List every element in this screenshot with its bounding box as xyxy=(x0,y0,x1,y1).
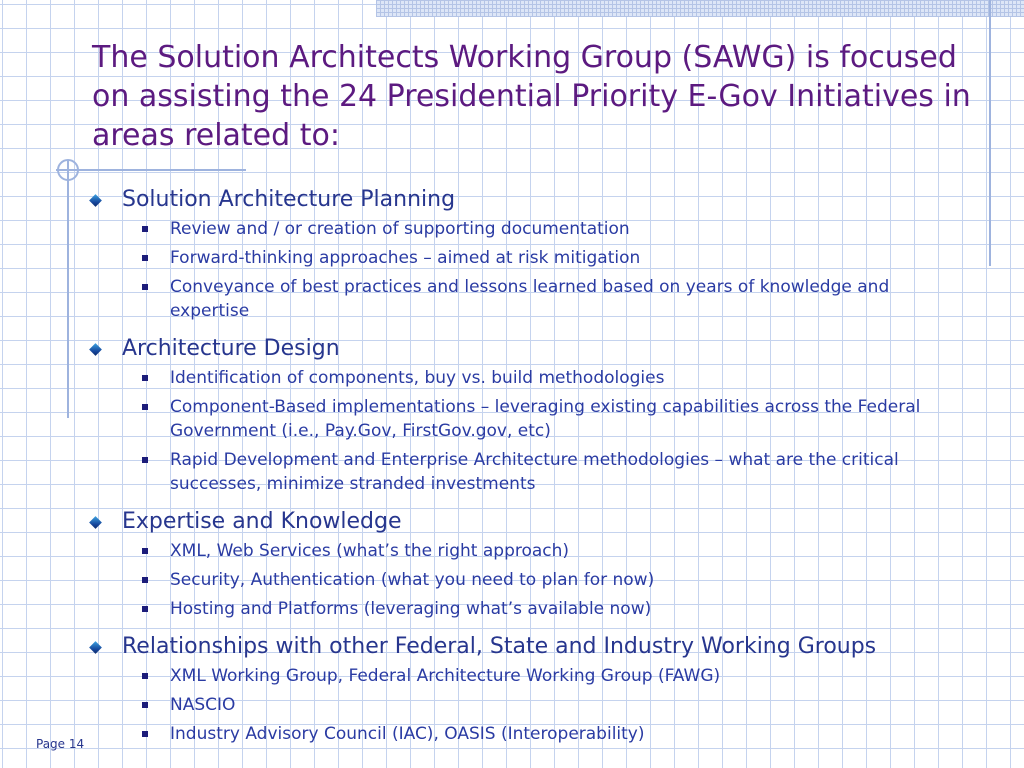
section-heading-row xyxy=(86,630,986,664)
list-item-text: Component-Based implementations – leveraging existing capabilities across the Federal Government (i.e., Pay.Gov, FirstGov.gov, etc) xyxy=(170,397,921,441)
section-architecture-design xyxy=(86,332,986,496)
diamond-bullet-icon xyxy=(89,194,102,207)
sub-list xyxy=(86,217,986,323)
list-item xyxy=(86,217,986,241)
list-item-text: Industry Advisory Council (IAC), OASIS (Interoperability) xyxy=(170,724,645,744)
list-item xyxy=(86,568,986,592)
list-item-text: Forward-thinking approaches – aimed at risk mitigation xyxy=(170,248,641,268)
diamond-bullet-icon xyxy=(89,343,102,356)
section-expertise-and-knowledge xyxy=(86,505,986,621)
list-item-text: Conveyance of best practices and lessons learned based on years of knowledge and expertise xyxy=(170,277,890,321)
square-bullet-icon xyxy=(142,577,148,583)
section-solution-architecture-planning xyxy=(86,183,986,323)
list-item-text: XML Working Group, Federal Architecture Working Group (FAWG) xyxy=(170,666,721,686)
list-item xyxy=(86,664,986,688)
slide-content xyxy=(86,183,986,755)
slide-title: The Solution Architects Working Group (SAWG) is focused on assisting the 24 Presidential Priority E-Gov Initiatives in areas related to: xyxy=(92,40,971,153)
list-item xyxy=(86,597,986,621)
list-item-text: Rapid Development and Enterprise Architecture methodologies – what are the critical successes, minimize stranded investments xyxy=(170,450,899,494)
list-item xyxy=(86,246,986,270)
list-item xyxy=(86,448,986,496)
section-heading-row xyxy=(86,183,986,217)
diamond-bullet-icon xyxy=(89,641,102,654)
diamond-bullet-icon xyxy=(89,516,102,529)
section-relationships xyxy=(86,630,986,746)
sub-list xyxy=(86,664,986,746)
square-bullet-icon xyxy=(142,702,148,708)
circle-ornament-icon xyxy=(57,159,79,181)
top-decorative-band xyxy=(376,0,1024,17)
list-item xyxy=(86,722,986,746)
square-bullet-icon xyxy=(142,548,148,554)
square-bullet-icon xyxy=(142,284,148,290)
list-item-text: XML, Web Services (what’s the right approach) xyxy=(170,541,570,561)
section-heading: Expertise and Knowledge xyxy=(122,509,402,534)
list-item xyxy=(86,539,986,563)
square-bullet-icon xyxy=(142,457,148,463)
list-item-text: Hosting and Platforms (leveraging what’s available now) xyxy=(170,599,652,619)
list-item-text: NASCIO xyxy=(170,695,236,715)
square-bullet-icon xyxy=(142,731,148,737)
section-heading: Relationships with other Federal, State and Industry Working Groups xyxy=(122,634,877,659)
list-item xyxy=(86,366,986,390)
section-heading-row xyxy=(86,332,986,366)
list-item-text: Review and / or creation of supporting documentation xyxy=(170,219,630,239)
square-bullet-icon xyxy=(142,375,148,381)
sub-list xyxy=(86,366,986,496)
square-bullet-icon xyxy=(142,606,148,612)
title-underline-rule xyxy=(56,169,246,171)
square-bullet-icon xyxy=(142,404,148,410)
sub-list xyxy=(86,539,986,621)
section-heading: Solution Architecture Planning xyxy=(122,187,456,212)
square-bullet-icon xyxy=(142,673,148,679)
square-bullet-icon xyxy=(142,226,148,232)
page-number: Page 14 xyxy=(36,737,85,751)
section-heading: Architecture Design xyxy=(122,336,340,361)
left-vertical-rule xyxy=(67,160,69,418)
list-item-text: Identification of components, buy vs. build methodologies xyxy=(170,368,665,388)
list-item-text: Security, Authentication (what you need to plan for now) xyxy=(170,570,655,590)
square-bullet-icon xyxy=(142,255,148,261)
list-item xyxy=(86,275,986,323)
list-item xyxy=(86,693,986,717)
section-heading-row xyxy=(86,505,986,539)
list-item xyxy=(86,395,986,443)
